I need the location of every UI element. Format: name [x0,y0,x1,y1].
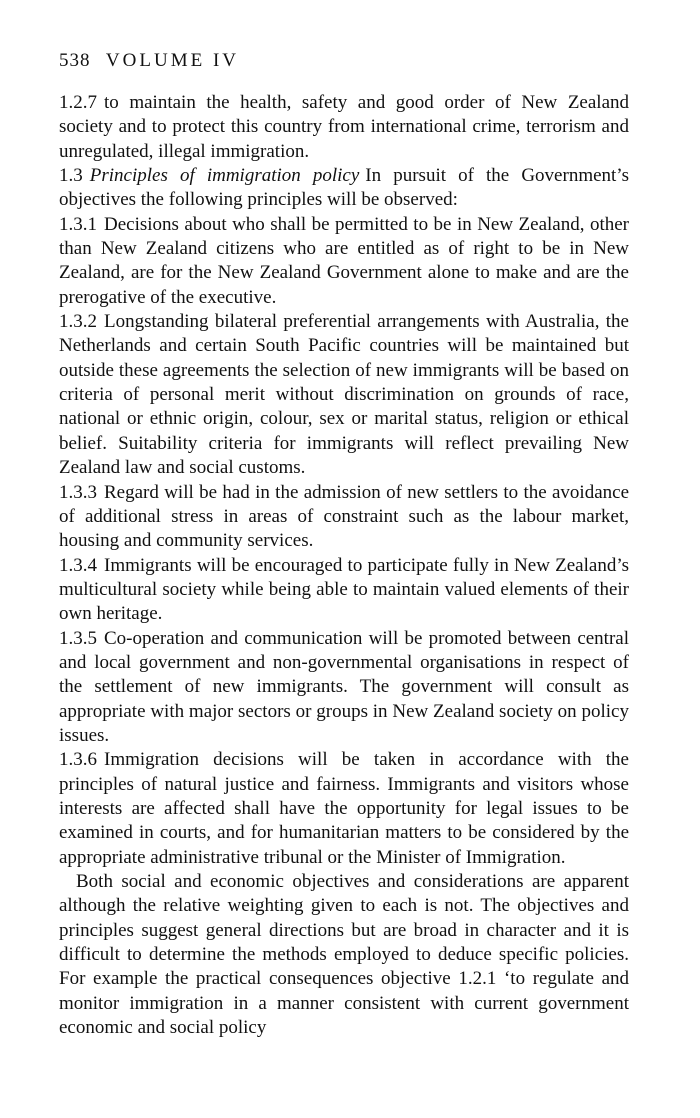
body-paragraph: Both social and economic objectives and considerations are apparent although the relative weighting given to each is not. The objectives and principles suggest general directions but are broad in character and it is difficult to determine the methods employed to deduce specific policies. For example the practical consequences objective 1.2.1 ‘to regulate and monitor immigration in a manner consistent with current government economic and social policy [59,871,629,1039]
clause-1-2-7 [59,91,629,164]
section-1-3 [59,164,629,213]
clause-1-3-2 [59,310,629,480]
clause-1-3-6 [59,748,629,870]
clause-1-3-4 [59,554,629,627]
clause-1-3-5 [59,627,629,749]
clause-text: to maintain the health, safety and good order of New Zealand society and to protect this country from international crime, terrorism and unregulated, illegal immigration. [59,92,629,162]
page-number: 538 [59,50,91,71]
volume-title: VOLUME IV [105,50,239,71]
clause-text: Immigration decisions will be taken in accordance with the principles of natural justice and fairness. Immigrants and visitors whose interests are affected shall have the opportunity for legal issues to be examined in courts, and for humanitarian matters to be considered by the appropriate administrative tribunal or the Minister of Immigration. [59,749,629,868]
clause-text: Co-operation and communication will be promoted between central and local government and non-governmental organisations in respect of the settlement of new immigrants. The government will consult as appropriate with major sectors or groups in New Zealand society on policy issues. [59,627,629,746]
clause-text: Longstanding bilateral preferential arrangements with Australia, the Netherlands and certain South Pacific countries will be maintained but outside these agreements the selection of new immigrants will be based on criteria of personal merit without discrimination on grounds of race, national or ethnic origin, colour, sex or marital status, religion or ethical belief. Suitability criteria for immigrants will reflect prevailing New Zealand law and social customs. [59,311,629,479]
clause-1-3-3 [59,481,629,554]
running-head [59,47,629,75]
clause-1-3-1 [59,213,629,310]
clause-number: 1.3.1 [59,213,97,235]
document-page [59,47,629,1040]
clause-number: 1.3.3 [59,481,97,503]
section-text: In pursuit of the Government’s objectives the following principles will be observed: [59,165,629,211]
clause-number: 1.3.5 [59,627,97,649]
section-heading: Principles of immigration policy [89,165,360,187]
clause-text: Immigrants will be encouraged to participate fully in New Zealand’s multicultural society while being able to maintain valued elements of their own heritage. [59,554,629,625]
clause-text: Regard will be had in the admission of new settlers to the avoidance of additional stress in areas of constraint such as the labour market, housing and community services. [59,481,629,552]
clause-number: 1.3.6 [59,749,97,771]
clause-number: 1.3.4 [59,554,97,576]
clause-number: 1.2.7 [59,92,97,113]
clause-text: Decisions about who shall be permitted to be in New Zealand, other than New Zealand citizens who are entitled as of right to be in New Zealand, are for the New Zealand Government alone to make and are the prerogative of the executive. [59,213,629,308]
section-number: 1.3 [59,165,83,187]
clause-number: 1.3.2 [59,311,97,333]
